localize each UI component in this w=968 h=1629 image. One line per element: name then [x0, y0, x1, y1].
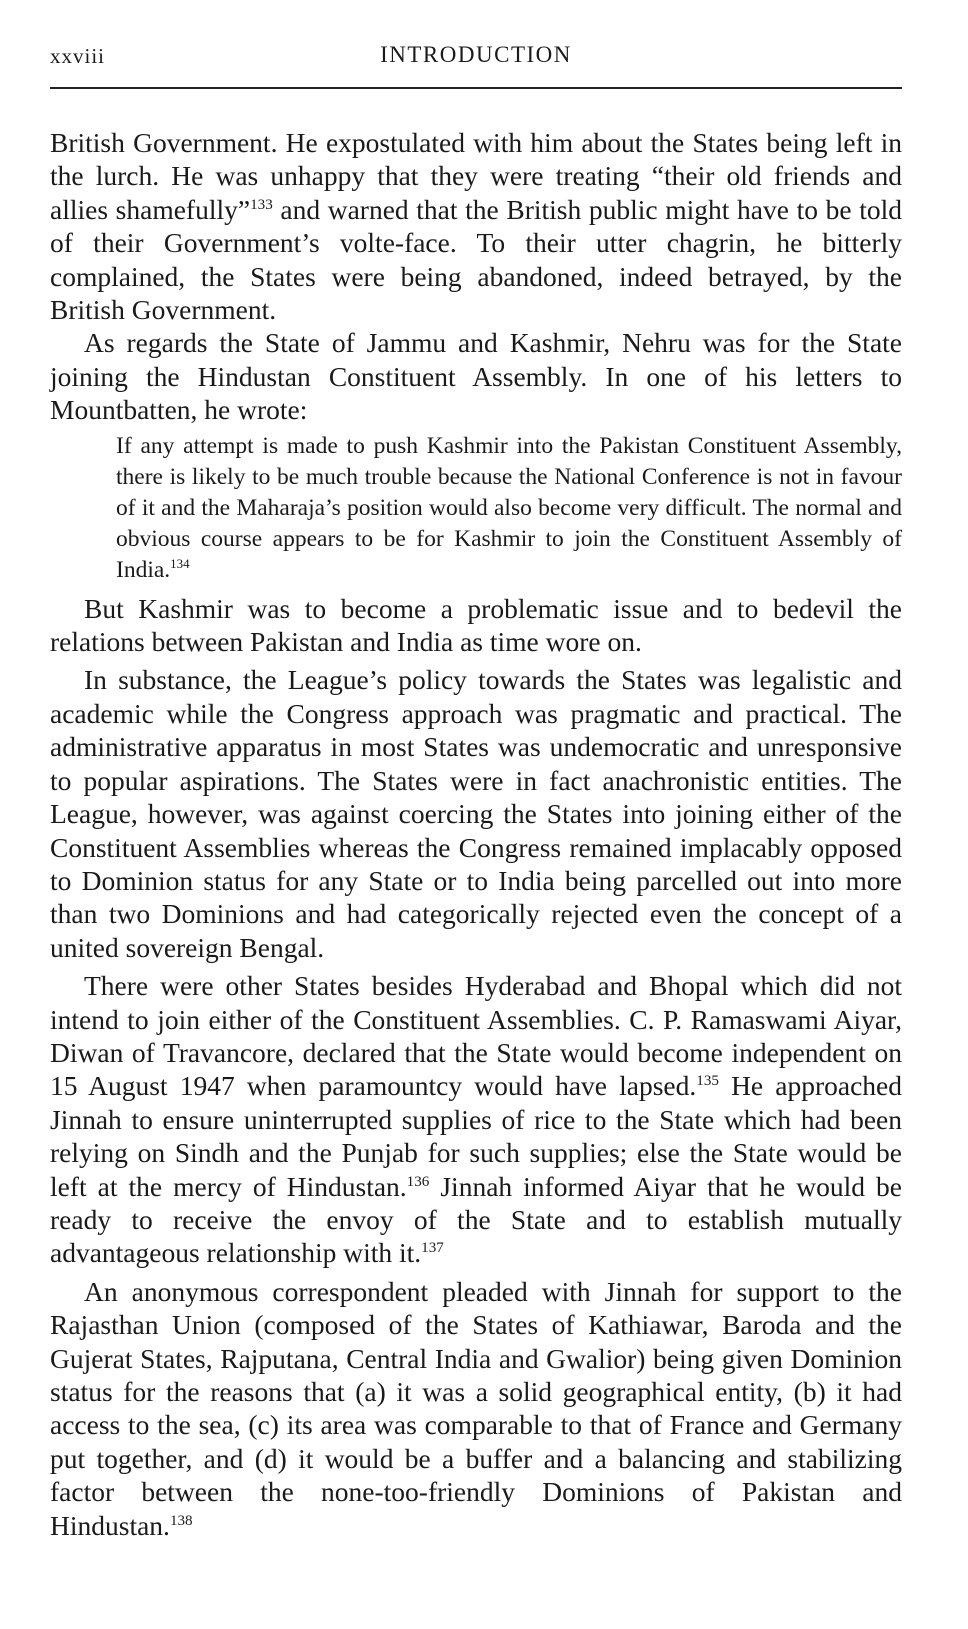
page-number: xxviii — [50, 44, 106, 68]
paragraph-3-text: But Kashmir was to become a problematic issue and to bedevil the relations between Pakistan and India as time wore on. — [50, 592, 902, 658]
paragraph-4-text: In substance, the League’s policy towards the States was legalistic and academic while the Congress approach was pragmatic and practical. The administrative apparatus in most States was undemocratic and unresponsive to popular aspirations. The States were in fact anachronistic entities. The League, however, was against coercing the States into joining either of the Constituent Assemblies whereas the Congress remained implacably opposed to Dominion status for any State or to India being parcelled out into more than two Dominions and had categorically rejected even the concept of a united sovereign Bengal. — [50, 664, 902, 963]
running-head: INTRODUCTION — [380, 42, 572, 67]
paragraph-5 — [50, 969, 902, 1270]
footnote-ref-135: 135 — [696, 1073, 719, 1090]
paragraph-6 — [50, 1275, 902, 1542]
paragraph-2-text: As regards the State of Jammu and Kashmir, Nehru was for the State joining the Hindustan Constituent Assembly. In one of his letters to Mountbatten, he wrote: — [50, 327, 902, 426]
paragraph-1-text-rest: and warned that the British public might have to be told of their Government’s volte-face. To their utter chagrin, he bitterly complained, the States were being abandoned, indeed betrayed, by the British Government. — [50, 193, 902, 326]
block-quote-text: If any attempt is made to push Kashmir into the Pakistan Constituent Assembly, there is likely to be much trouble because the National Conference is not in favour of it and the Maharaja’s position would also become very difficult. The normal and obvious course appears to be for Kashmir to join the Constituent Assembly of India. — [116, 432, 902, 583]
paragraph-5-text-c: Jinnah informed Aiyar that he would be ready to receive the envoy of the State and to establish mutually advantageous relationship with it. — [50, 1170, 902, 1269]
paragraph-1 — [50, 126, 902, 326]
page-header — [50, 40, 902, 80]
paragraph-6-text: An anonymous correspondent pleaded with Jinnah for support to the Rajasthan Union (composed of the States of Kathiawar, Baroda and the Gujerat States, Rajputana, Central India and Gwalior) being given Dominion status for the reasons that (a) it was a solid geographical entity, (b) it had access to the sea, (c) its area was comparable to that of France and Germany put together, and (d) it would be a buffer and a balancing and stabilizing factor between the none-too-friendly Dominions of Pakistan and Hindustan. — [50, 1275, 902, 1541]
paragraph-5-text-a: There were other States besides Hyderabad and Bhopal which did not intend to join either of the Constituent Assemblies. C. P. Ramaswami Aiyar, Diwan of Travancore, declared that the State would become independent on 15 August 1947 when paramountcy would have lapsed. — [50, 970, 902, 1102]
footnote-ref-134: 134 — [170, 555, 190, 571]
paragraph-4 — [50, 663, 902, 964]
footnote-ref-133: 133 — [250, 196, 273, 213]
header-rule — [50, 87, 902, 89]
paragraph-1-text: British Government. He expostulated with him about the States being left in the lurch. He was unhappy that they were treating “their old friends and allies shamefully” — [50, 127, 902, 225]
paragraph-2 — [50, 326, 902, 426]
footnote-ref-136: 136 — [406, 1173, 430, 1190]
paragraph-5-text-b: He approached Jinnah to ensure uninterrupted supplies of rice to the State which had been relying on Sindh and the Punjab for such supplies; else the State would be left at the mercy of Hindustan. — [50, 1070, 902, 1202]
footnote-ref-138: 138 — [169, 1512, 193, 1529]
body-text — [50, 126, 902, 1542]
paragraph-3 — [50, 592, 902, 659]
footnote-ref-137: 137 — [421, 1240, 444, 1257]
block-quote — [50, 431, 902, 586]
